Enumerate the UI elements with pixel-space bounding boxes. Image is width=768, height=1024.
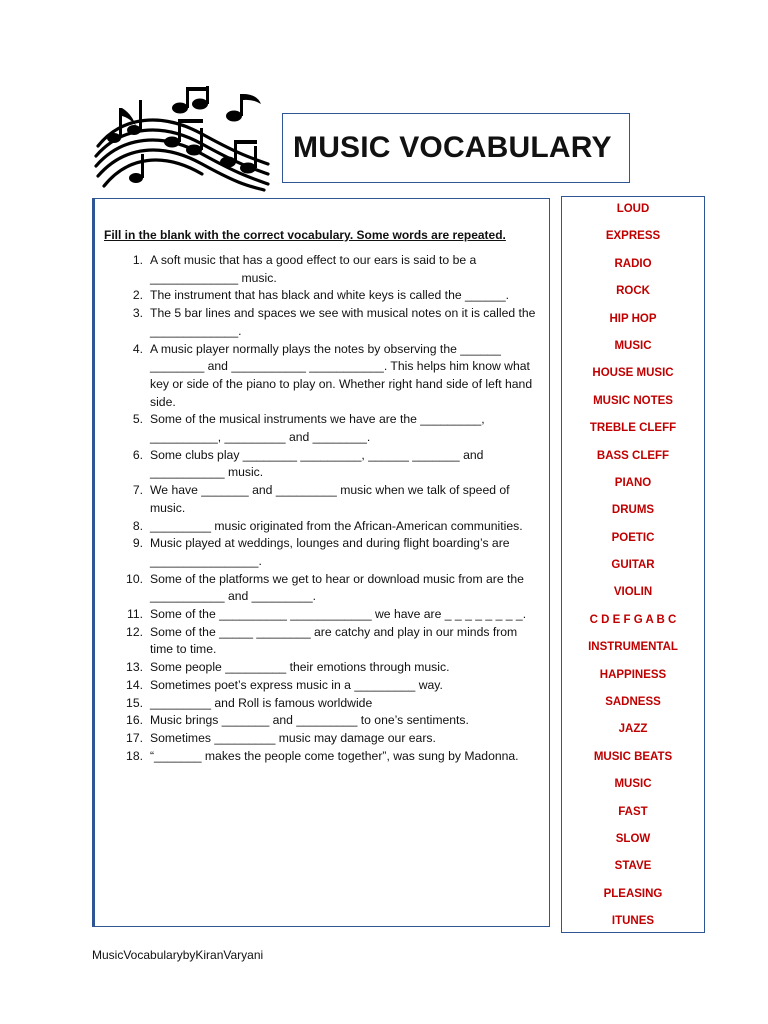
word-bank-item: HOUSE MUSIC	[592, 367, 674, 380]
word-bank-item: ROCK	[616, 285, 650, 298]
question-number: 4.	[132, 341, 143, 356]
question-item	[95, 730, 541, 748]
word-bank-item: BASS CLEFF	[596, 449, 670, 462]
question-item	[95, 305, 541, 340]
question-number: 16.	[126, 713, 143, 728]
word-bank-item: POETIC	[611, 531, 655, 544]
question-text: Sometimes poet’s express music in a _________ way.	[150, 677, 443, 692]
question-text: Some of the platforms we get to hear or download music from are the ___________ and _________.	[150, 571, 524, 604]
question-text: _________ music originated from the African-American communities.	[150, 518, 523, 533]
word-bank-item: LOUD	[616, 203, 650, 215]
questions-box	[92, 198, 550, 927]
question-number: 11.	[126, 607, 143, 622]
question-number: 10.	[126, 571, 143, 586]
question-text: Some people _________ their emotions through music.	[150, 660, 450, 675]
question-text: We have _______ and _________ music when we talk of speed of music.	[150, 483, 510, 515]
question-number: 7.	[132, 483, 143, 498]
question-number: 1.	[132, 253, 143, 267]
question-item	[95, 535, 541, 570]
question-text: Music brings _______ and _________ to one’s sentiments.	[150, 713, 469, 728]
question-item	[95, 624, 541, 659]
question-text: The 5 bar lines and spaces we see with musical notes on it is called the _____________.	[150, 306, 536, 338]
question-item	[95, 606, 541, 624]
question-number: 8.	[132, 518, 143, 533]
word-bank-item: ITUNES	[611, 915, 655, 928]
word-bank-item: MUSIC	[614, 339, 652, 352]
question-text: Some of the musical instruments we have are the _________, __________, _________ and ________.	[150, 412, 485, 445]
word-bank-item: INSTRUMENTAL	[588, 641, 678, 654]
question-item	[95, 411, 541, 446]
question-item	[95, 571, 541, 606]
question-number: 12.	[126, 624, 143, 639]
question-item	[95, 482, 541, 517]
word-bank-item: MUSIC NOTES	[593, 394, 673, 407]
word-bank-item: HAPPINESS	[599, 668, 667, 681]
question-number: 9.	[132, 536, 143, 551]
word-bank-item: MUSIC	[614, 778, 652, 791]
question-item	[95, 677, 541, 695]
word-bank-item: HIP HOP	[609, 312, 657, 325]
word-bank-item: SLOW	[615, 832, 651, 845]
word-bank-box	[561, 196, 705, 933]
question-number: 6.	[132, 447, 143, 462]
word-bank-item: PIANO	[614, 476, 652, 489]
title-box	[282, 113, 630, 183]
question-number: 3.	[132, 306, 143, 321]
question-number: 2.	[132, 288, 143, 303]
question-text: Some of the __________ ____________ we have are _ _ _ _ _ _ _ _.	[150, 607, 527, 622]
question-item	[95, 748, 541, 766]
question-item	[95, 287, 541, 305]
word-bank-item: STAVE	[614, 860, 652, 873]
word-bank-list	[562, 201, 704, 941]
question-list	[95, 252, 541, 765]
question-text: “_______ makes the people come together”, was sung by Madonna.	[150, 748, 519, 763]
question-item	[95, 518, 541, 536]
question-item	[95, 252, 541, 287]
word-bank-item: FAST	[618, 805, 648, 818]
question-number: 17.	[126, 730, 143, 745]
question-number: 13.	[126, 660, 143, 675]
question-text: Some clubs play ________ _________, ______ _______ and ___________ music.	[150, 447, 484, 480]
question-item	[95, 341, 541, 412]
word-bank-item: TREBLE CLEFF	[589, 422, 677, 435]
instructions: Fill in the blank with the correct vocabulary. Some words are repeated.	[104, 228, 506, 242]
question-text: _________ and Roll is famous worldwide	[150, 695, 373, 710]
word-bank-item: RADIO	[614, 257, 652, 270]
word-bank-item: PLEASING	[603, 887, 663, 900]
word-bank-item: EXPRESS	[605, 230, 661, 243]
word-bank-item: JAZZ	[618, 723, 648, 736]
question-text: Sometimes _________ music may damage our ears.	[150, 730, 436, 745]
word-bank-item: GUITAR	[611, 559, 655, 572]
question-number: 18.	[126, 748, 143, 763]
question-text: A soft music that has a good effect to our ears is said to be a _____________ music.	[150, 253, 477, 285]
footer-text: MusicVocabularybyKiranVaryani	[92, 948, 264, 962]
page-title: MUSIC VOCABULARY	[293, 131, 612, 164]
word-bank-item: MUSIC BEATS	[593, 750, 673, 763]
question-number: 15.	[126, 695, 143, 710]
word-bank-item: SADNESS	[605, 696, 661, 709]
question-item	[95, 712, 541, 730]
question-text: Some of the _____ ________ are catchy and play in our minds from time to time.	[150, 624, 518, 657]
word-bank-item: VIOLIN	[613, 586, 653, 599]
question-item	[95, 659, 541, 677]
word-bank-item: DRUMS	[611, 504, 655, 517]
word-bank-item: C D E F G A B C	[589, 613, 677, 626]
question-number: 5.	[132, 412, 143, 427]
question-item	[95, 447, 541, 482]
question-text: A music player normally plays the notes by observing the ______ ________ and ___________ ___________. This helps him know what key or side of the piano to play on. Whether right hand side of left hand side.	[150, 341, 533, 409]
question-text: Music played at weddings, lounges and during flight boarding’s are ________________.	[150, 536, 510, 568]
question-item	[95, 695, 541, 713]
question-text: The instrument that has black and white keys is called the ______.	[150, 288, 510, 303]
question-number: 14.	[126, 677, 143, 692]
music-notes-staff-icon	[92, 86, 270, 192]
